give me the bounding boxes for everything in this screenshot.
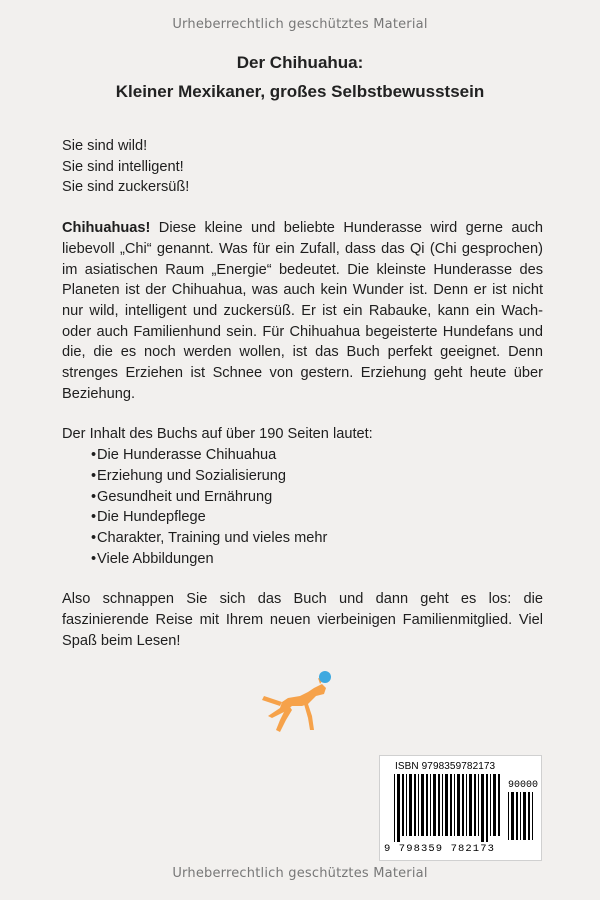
list-item: • Gesundheit und Ernährung: [62, 487, 543, 508]
bullet-icon: •: [91, 467, 97, 484]
barcode-bars-icon: [394, 774, 502, 846]
bullet-icon: •: [91, 509, 97, 526]
book-title: [0, 48, 600, 106]
list-item: • Charakter, Training und vieles mehr: [62, 528, 543, 549]
title-line-1: Der Chihuahua:: [236, 53, 364, 72]
barcode-addon-digits: 90000: [508, 780, 539, 791]
list-item: • Viele Abbildungen: [62, 549, 543, 570]
bullet-icon: •: [91, 447, 97, 464]
contents-heading: Der Inhalt des Buchs auf über 190 Seiten lautet:: [62, 426, 373, 443]
title-line-2: Kleiner Mexikaner, großes Selbstbewusstsein: [115, 82, 485, 101]
list-item: • Erziehung und Sozialisierung: [62, 466, 543, 487]
intro-line: Sie sind zuckersüß!: [62, 179, 190, 196]
list-item: • Die Hundepflege: [62, 507, 543, 528]
intro-line: Sie sind intelligent!: [62, 158, 184, 175]
isbn-label: ISBN 9798359782173: [395, 761, 496, 772]
bullet-icon: •: [91, 488, 97, 505]
description-paragraph: [62, 218, 543, 404]
paragraph-lead-bold: Chihuahuas!: [62, 220, 151, 237]
bullet-icon: •: [91, 550, 97, 567]
blurb-body: [62, 136, 543, 651]
copyright-watermark-top: Urheberrechtlich geschütztes Material: [172, 17, 428, 32]
isbn-barcode: [379, 755, 542, 861]
intro-line: Sie sind wild!: [62, 138, 148, 154]
closing-paragraph: Also schnappen Sie sich das Buch und dann geht es los: die faszinierende Reise mit Ihrem neuen vierbeinigen Familienmitglied. Viel Spaß beim Lesen!: [62, 591, 543, 649]
copyright-watermark-bottom: Urheberrechtlich geschütztes Material: [172, 866, 428, 881]
barcode-digits: 9 798359 782173: [384, 843, 496, 855]
list-item: • Die Hunderasse Chihuahua: [62, 445, 543, 466]
jumping-dog-with-ball-icon: [258, 666, 338, 736]
barcode-addon-bars-icon: [508, 792, 536, 846]
bullet-icon: •: [91, 529, 97, 546]
paragraph-text: Diese kleine und beliebte Hunderasse wird gerne auch liebevoll „Chi“ genannt. Was für ein Zufall, dass das Qi (Chi gesprochen) im asiatischen Raum „Energie“ bedeutet. Die kleinste Hunderasse des Planeten ist der Chihuahua, was auch kein Wunder ist. Denn er ist nicht nur wild, intelligent und zuckersüß. Er ist ein Rabauke, kann ein Wach- oder auch Familienhund sein. Für Chihuahua begeisterte Hundefans und die, die es noch werden wollen, ist das Buch perfekt geeignet. Denn strenges Erziehen ist Schnee von gestern. Erziehung geht heute über Beziehung.: [62, 220, 543, 402]
contents-list: [62, 445, 543, 569]
